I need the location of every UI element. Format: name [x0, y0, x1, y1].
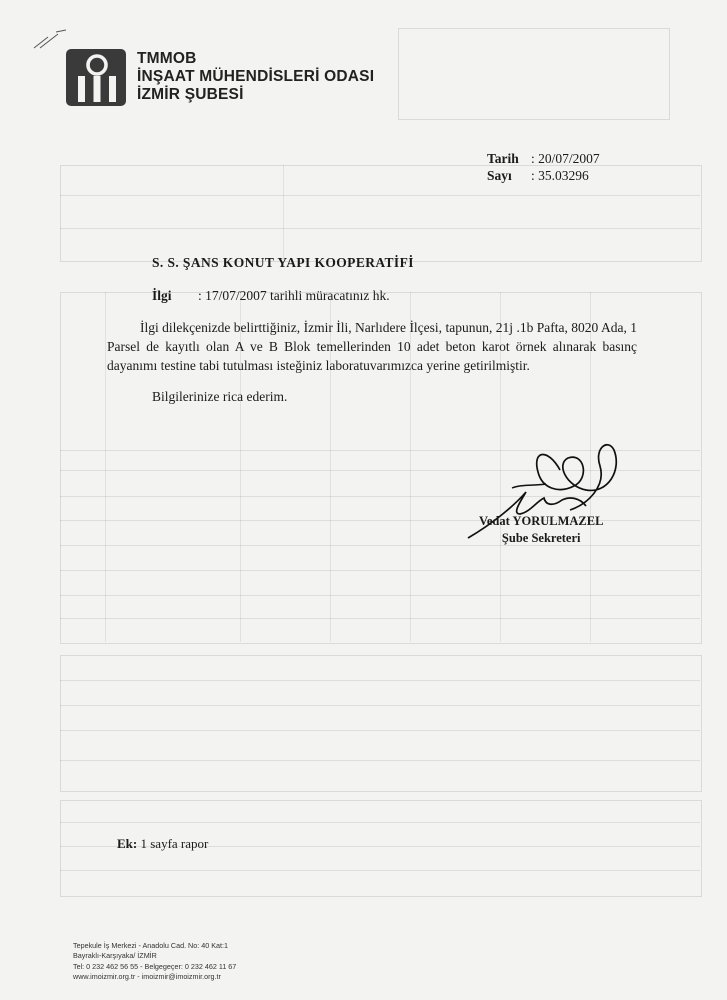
attachment-note [117, 836, 208, 852]
org-line-1: TMMOB [137, 50, 197, 67]
signer-block [479, 513, 603, 547]
footer-address [73, 941, 236, 983]
org-line-3: İZMİR ŞUBESİ [137, 86, 244, 103]
footer-line-4: www.imoizmir.org.tr - imoizmir@imoizmir.org.tr [73, 972, 221, 982]
recipient: S. S. ŞANS KONUT YAPI KOOPERATİFİ [152, 255, 414, 270]
letter-body-text: İlgi dilekçenizde belirttiğiniz, İzmir İli, Narlıdere İlçesi, tapunun, 21j .1b Pafta, 8020 Ada, 1 Parsel de kayıtlı olan A ve B Blok temellerinden 10 adet beton karot örnek alınarak basınç dayanımı testine tabi tutulması isteğiniz laboratuvarımızca yerine getirilmiştir. [107, 320, 637, 373]
reference-label: İlgi [152, 288, 172, 303]
footer-line-1: Tepekule İş Merkezi - Anadolu Cad. No: 40 Kat:1 [73, 941, 229, 950]
number-row [487, 167, 600, 184]
org-line-2: İNŞAAT MÜHENDİSLERİ ODASI [137, 68, 375, 85]
attachment-text: 1 sayfa rapor [140, 836, 209, 851]
footer-line-2: Bayraklı-Karşıyaka/ İZMİR [73, 951, 157, 961]
letter-meta [487, 150, 600, 184]
signer-title: Şube Sekreteri [501, 531, 581, 545]
closing-line: Bilgilerinize rica ederim. [152, 389, 288, 404]
number-label: Sayı [487, 168, 512, 183]
reference-value: : 17/07/2007 tarihli müracatınız hk. [198, 288, 390, 303]
organization-name [137, 50, 374, 104]
attachment-label: Ek: [117, 836, 138, 851]
date-label: Tarih [487, 151, 519, 166]
date-value: : 20/07/2007 [531, 151, 600, 166]
letter-body [107, 318, 637, 375]
signer-name: Vedat YORULMAZEL [479, 514, 604, 528]
reference-line [152, 288, 390, 304]
footer-line-3: Tel: 0 232 462 56 55 - Belgegeçer: 0 232 462 11 67 [73, 961, 237, 971]
number-value: : 35.03296 [531, 168, 589, 183]
imo-logo-icon [66, 49, 126, 106]
date-row [487, 150, 600, 167]
